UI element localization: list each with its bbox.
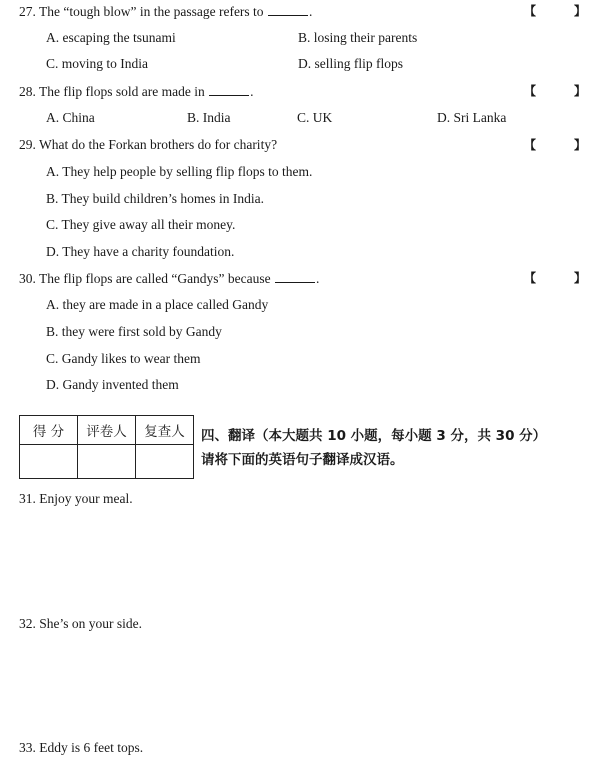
translation-q32: 32. She’s on your side. bbox=[19, 616, 142, 631]
q28-option-c: C. UK bbox=[297, 110, 333, 125]
q29-option-c: C. They give away all their money. bbox=[46, 217, 236, 232]
q28-option-b: B. India bbox=[187, 110, 231, 125]
translation-q33: 33. Eddy is 6 feet tops. bbox=[19, 740, 144, 755]
q29-option-b: B. They build children’s homes in India. bbox=[46, 191, 264, 206]
q27-blank[interactable] bbox=[268, 3, 308, 16]
q30-bracket-open: 【 bbox=[524, 271, 537, 285]
q27-stem bbox=[19, 3, 312, 20]
score-header-fuchaaren: 复查人 bbox=[136, 416, 194, 445]
score-cell-pingjuanren[interactable] bbox=[78, 445, 136, 479]
q28-suffix: . bbox=[250, 84, 254, 99]
q28-prefix: 28. The flip flops sold are made in bbox=[19, 84, 205, 99]
q28-bracket-open: 【 bbox=[524, 84, 537, 98]
section4-title: 四、翻译（本大题共 10 小题，每小题 3 分，共 30 分） bbox=[201, 428, 547, 444]
q27-prefix: 27. The “tough blow” in the passage refers to bbox=[19, 4, 264, 19]
q30-option-c: C. Gandy likes to wear them bbox=[46, 351, 201, 366]
q28-bracket-close: 】 bbox=[574, 84, 587, 98]
q27-option-a: A. escaping the tsunami bbox=[46, 30, 176, 45]
q28-option-a: A. China bbox=[46, 110, 95, 125]
q30-option-b: B. they were first sold by Gandy bbox=[46, 324, 222, 339]
q27-bracket-open: 【 bbox=[524, 4, 537, 18]
q30-option-d: D. Gandy invented them bbox=[46, 377, 179, 392]
q28-option-d: D. Sri Lanka bbox=[437, 110, 507, 125]
q29-option-d: D. They have a charity foundation. bbox=[46, 244, 235, 259]
score-cell-fuchaaren[interactable] bbox=[136, 445, 194, 479]
q30-prefix: 30. The flip flops are called “Gandys” because bbox=[19, 271, 271, 286]
q30-option-a: A. they are made in a place called Gandy bbox=[46, 297, 269, 312]
q29-option-a: A. They help people by selling flip flops to them. bbox=[46, 164, 313, 179]
score-cell-defen[interactable] bbox=[20, 445, 78, 479]
section4-instruction: 请将下面的英语句子翻译成汉语。 bbox=[201, 452, 404, 468]
q27-option-c: C. moving to India bbox=[46, 56, 148, 71]
q27-bracket-close: 】 bbox=[574, 4, 587, 18]
q29-bracket-open: 【 bbox=[524, 138, 537, 152]
q29-bracket-close: 】 bbox=[574, 138, 587, 152]
translation-q31: 31. Enjoy your meal. bbox=[19, 491, 133, 506]
q30-blank[interactable] bbox=[275, 270, 315, 283]
q30-bracket-close: 】 bbox=[574, 271, 587, 285]
q27-option-d: D. selling flip flops bbox=[298, 56, 403, 71]
q30-stem bbox=[19, 270, 319, 287]
q28-stem bbox=[19, 83, 253, 100]
q29-stem: 29. What do the Forkan brothers do for charity? bbox=[19, 137, 278, 152]
score-table bbox=[19, 415, 194, 479]
score-header-pingjuanren: 评卷人 bbox=[78, 416, 136, 445]
q30-suffix: . bbox=[316, 271, 320, 286]
score-header-defen: 得 分 bbox=[20, 416, 78, 445]
q28-blank[interactable] bbox=[209, 83, 249, 96]
q27-option-b: B. losing their parents bbox=[298, 30, 418, 45]
q27-suffix: . bbox=[308, 4, 313, 19]
